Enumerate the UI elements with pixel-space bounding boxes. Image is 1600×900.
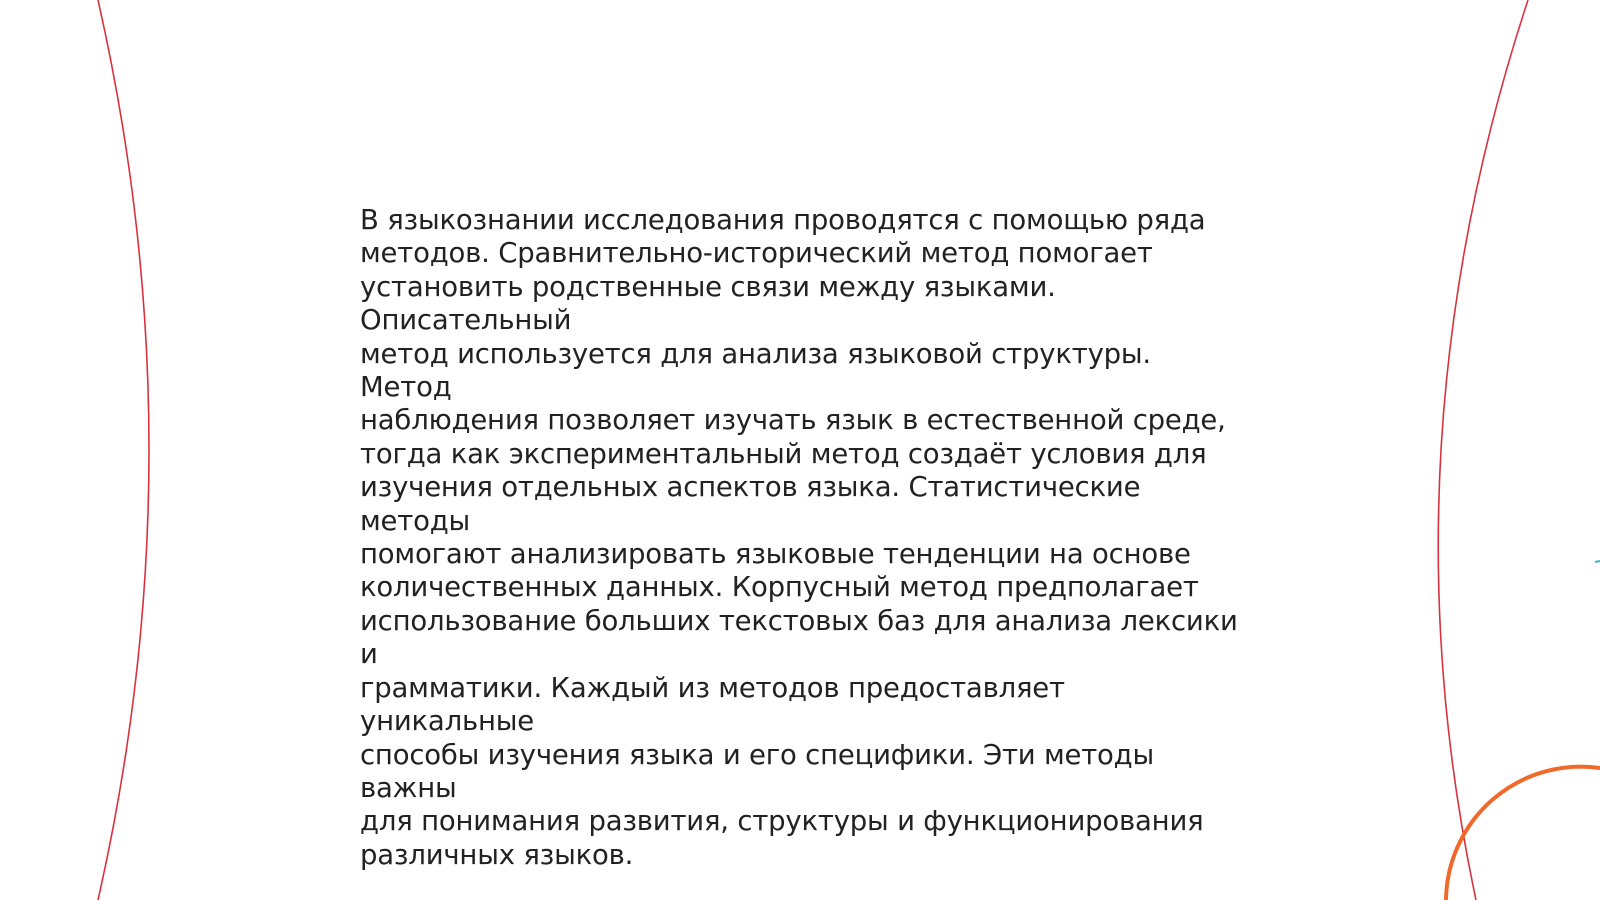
orange-circle-arc (1446, 767, 1600, 900)
body-line: В языкознании исследования проводятся с помощью ряда (360, 204, 1206, 236)
body-line: тогда как экспериментальный метод создаёт условия для (360, 437, 1207, 470)
left-arc-line (98, 0, 149, 900)
body-paragraph (360, 204, 1240, 872)
right-arc-line (1438, 0, 1528, 900)
body-line: метод используется для анализа языковой структуры. Метод (360, 337, 1151, 404)
body-line: изучения отдельных аспектов языка. Статистические методы (360, 471, 1141, 537)
body-line: методов. Сравнительно-исторический метод помогает (360, 237, 1153, 270)
body-line: для понимания развития, структуры и функционирования (360, 805, 1204, 838)
body-line: способы изучения языка и его специфики. Эти методы важны (360, 738, 1155, 804)
body-line: грамматики. Каждый из методов предоставляет уникальные (360, 671, 1065, 738)
body-line: помогают анализировать языковые тенденции на основе (360, 538, 1191, 571)
teal-accent-mark (1595, 561, 1600, 562)
body-line: количественных данных. Корпусный метод предполагает (360, 571, 1199, 604)
body-line: различных языков. (360, 838, 634, 871)
body-line: установить родственные связи между языками. Описательный (360, 270, 1056, 337)
body-line: наблюдения позволяет изучать язык в естественной среде, (360, 404, 1226, 437)
body-line: использование больших текстовых баз для анализа лексики и (360, 604, 1238, 671)
